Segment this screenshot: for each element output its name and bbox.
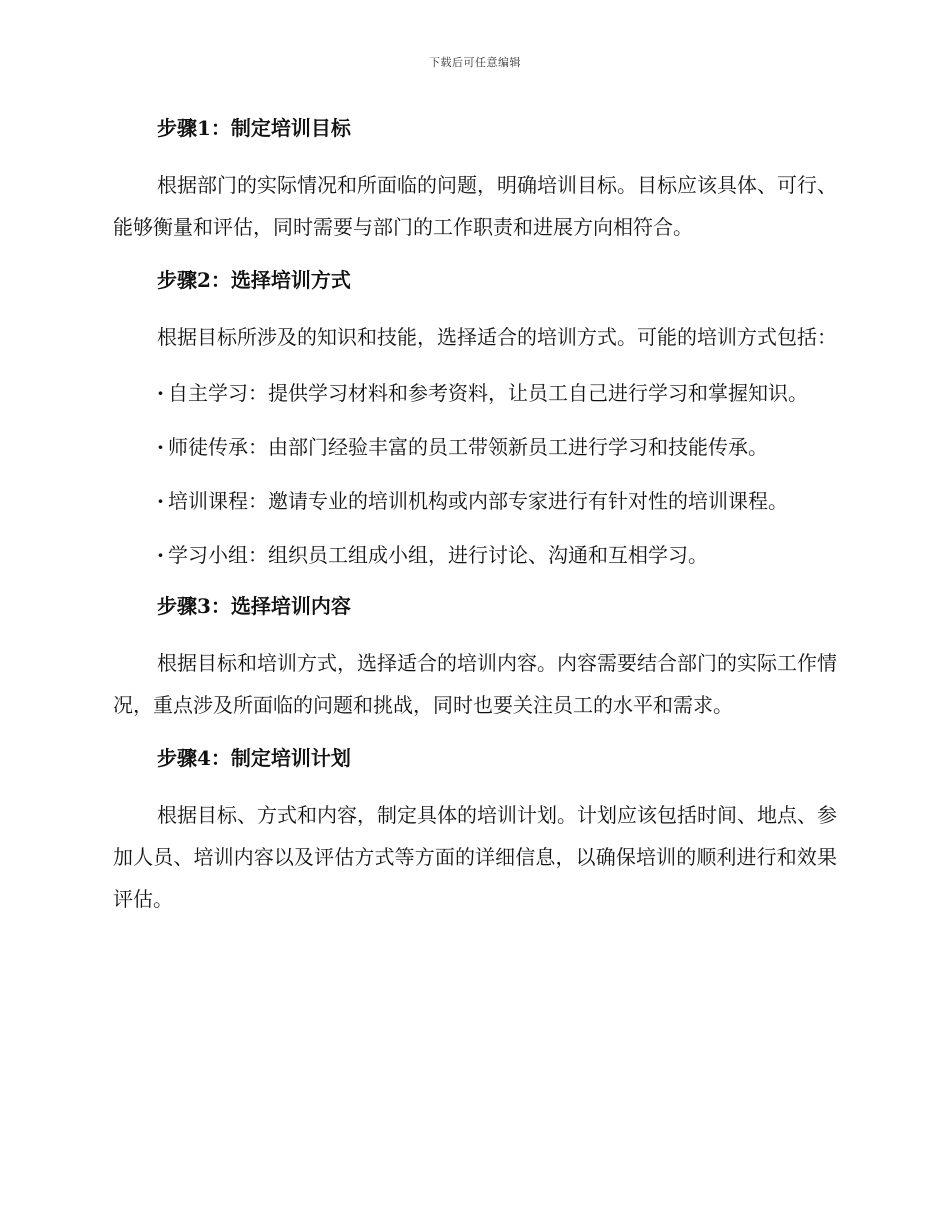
bullet-icon: · (157, 435, 164, 459)
list-item (113, 426, 837, 468)
list-item-text: 自主学习：提供学习材料和参考资料，让员工自己进行学习和掌握知识。 (167, 381, 808, 405)
paragraph: 根据目标、方式和内容，制定具体的培训计划。计划应该包括时间、地点、参加人员、培训内容以及评估方式等方面的详细信息，以确保培训的顺利进行和效果评估。 (113, 803, 837, 911)
document-body (113, 110, 837, 934)
section-heading: 步骤2：选择培训方式 (157, 268, 351, 292)
bullet-icon: · (157, 489, 164, 513)
section-step-4 (113, 740, 837, 920)
page-header: 下载后可任意编辑 (429, 56, 521, 69)
list-item (113, 480, 837, 522)
section-step-3 (113, 588, 837, 726)
paragraph: 根据目标和培训方式，选择适合的培训内容。内容需要结合部门的实际工作情况，重点涉及所面临的问题和挑战，同时也要关注员工的水平和需求。 (113, 651, 837, 717)
list-item-text: 培训课程：邀请专业的培训机构或内部专家进行有针对性的培训课程。 (167, 489, 788, 513)
list-item (113, 372, 837, 414)
bullet-icon: · (157, 543, 164, 567)
paragraph: 根据目标所涉及的知识和技能，选择适合的培训方式。可能的培训方式包括： (157, 325, 837, 349)
section-step-2 (113, 262, 837, 576)
section-heading: 步骤3：选择培训内容 (157, 594, 351, 618)
paragraph: 根据部门的实际情况和所面临的问题，明确培训目标。目标应该具体、可行、能够衡量和评估，同时需要与部门的工作职责和进展方向相符合。 (113, 173, 837, 239)
bullet-icon: · (157, 381, 164, 405)
list-item-text: 师徒传承：由部门经验丰富的员工带领新员工进行学习和技能传承。 (167, 435, 768, 459)
section-heading: 步骤4：制定培训计划 (157, 746, 351, 770)
section-step-1 (113, 110, 837, 248)
list-item-text: 学习小组：组织员工组成小组，进行讨论、沟通和互相学习。 (167, 543, 708, 567)
list-item (113, 534, 837, 576)
section-heading: 步骤1：制定培训目标 (157, 116, 351, 140)
